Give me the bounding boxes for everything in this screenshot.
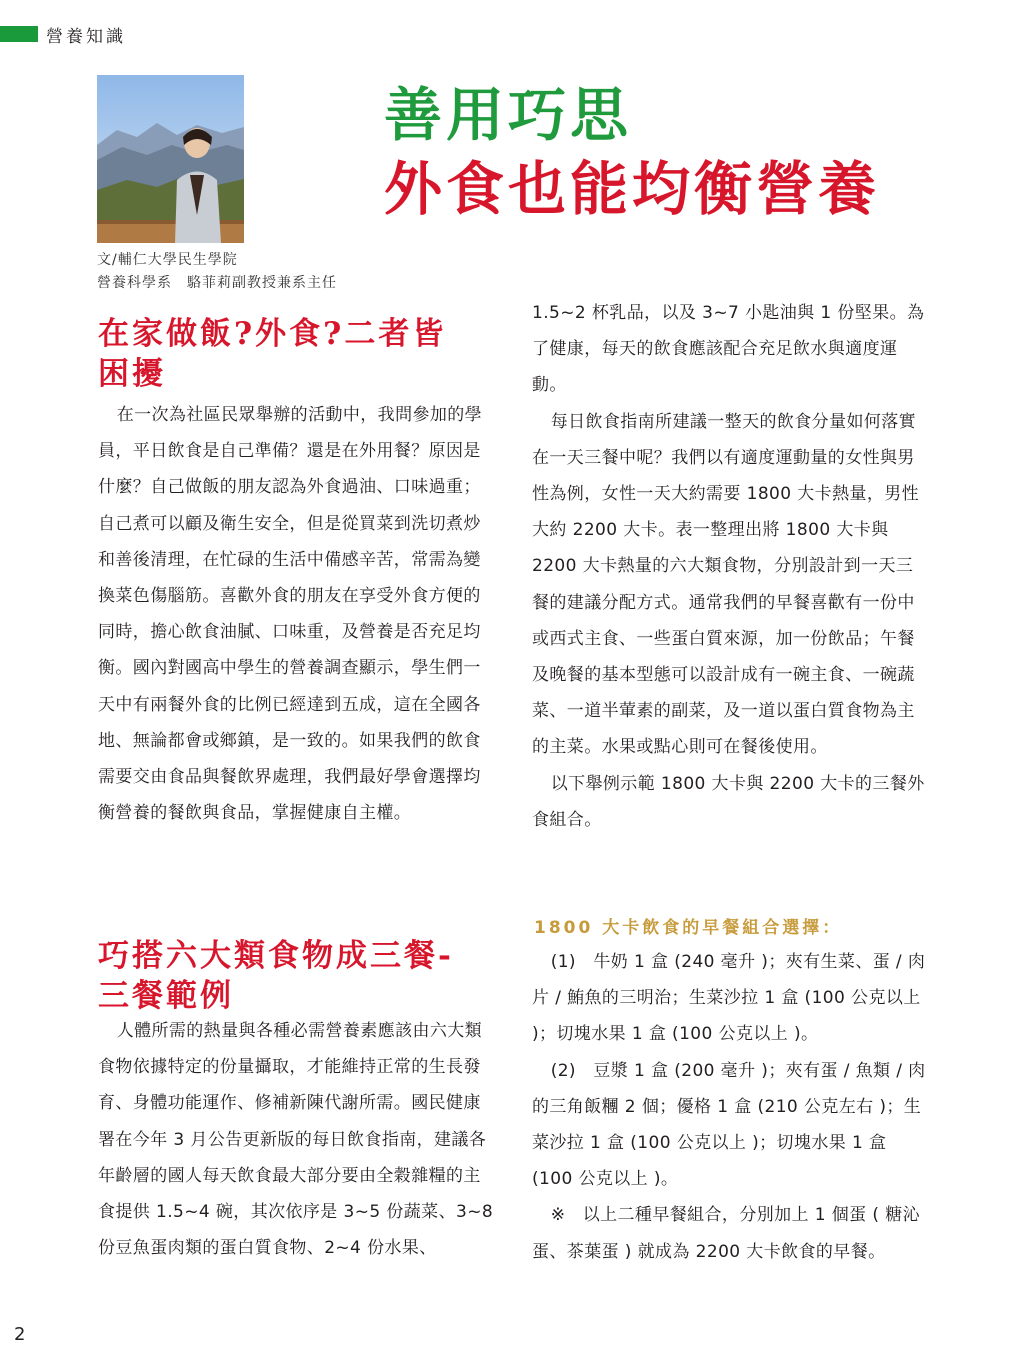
section-heading-1 <box>98 314 498 394</box>
right-column-body <box>532 295 928 838</box>
note: ※ 以上二種早餐組合，分別加上 1 個蛋 ( 糖沁蛋、茶葉蛋 ) 就成為 2200 大卡飲食的早餐。 <box>532 1205 920 1262</box>
header-accent-bar <box>0 26 38 42</box>
option-2: (2) 豆漿 1 盒 (200 毫升 )；夾有蛋 / 魚類 / 肉的三角飯糰 2 個；優格 1 盒 (210 公克左右 )；生菜沙拉 1 盒 (100 公克以上 )；切塊水果 1 盒 (100 公克以上 )。 <box>532 1060 926 1190</box>
paragraph: 1.5~2 杯乳品，以及 3~7 小匙油與 1 份堅果。為了健康，每天的飲食應該配合充足飲水與適度運動。 <box>532 303 925 396</box>
page-number: 2 <box>14 1324 26 1345</box>
paragraph: 以下舉例示範 1800 大卡與 2200 大卡的三餐外食組合。 <box>532 773 925 830</box>
author-photo <box>97 75 244 243</box>
title-line-2: 外食也能均衡營養 <box>384 155 881 223</box>
paragraph: 在一次為社區民眾舉辦的活動中，我問參加的學員，平日飲食是自己準備？還是在外用餐？原因是什麼？自己做飯的朋友認為外食過油、口味過重；自己煮可以顧及衛生安全，但是從買菜到洗切煮炒和善後清理，在忙碌的生活中備感辛苦，常需為變換菜色傷腦筋。喜歡外食的朋友在享受外食方便的同時，擔心飲食油膩、口味重，及營養是否充足均衡。國內對國高中學生的營養調查顯示，學生們一天中有兩餐外食的比例已經達到五成，這在全國各地、無論都會或鄉鎮，是一致的。如果我們的飲食需要交由食品與餐飲界處理，我們最好學會選擇均衡營養的餐飲與食品，掌握健康自主權。 <box>98 405 483 824</box>
heading-line: 巧搭六大類食物成三餐- <box>98 938 454 974</box>
heading-line: 三餐範例 <box>98 978 234 1014</box>
section-1-body <box>98 397 494 831</box>
breakfast-options <box>532 944 928 1270</box>
caption-line: 營養科學系 駱菲莉副教授兼系主任 <box>97 275 337 291</box>
heading-line: 在家做飯?外食?二者皆 <box>98 316 447 352</box>
section-label: 營養知識 <box>46 27 126 47</box>
heading-line: 困擾 <box>98 356 166 392</box>
author-caption <box>97 249 337 295</box>
article-title <box>384 78 880 226</box>
option-1: (1) 牛奶 1 盒 (240 毫升 )；夾有生菜、蛋 / 肉片 / 鮪魚的三明治；生菜沙拉 1 盒 (100 公克以上 )；切塊水果 1 盒 (100 公克以上 )。 <box>532 952 926 1045</box>
paragraph: 每日飲食指南所建議一整天的飲食分量如何落實在一天三餐中呢？我們以有適度運動量的女性與男性為例，女性一天大約需要 1800 大卡熱量，男性大約 2200 大卡。表一整理出將 1800 大卡與 2200 大卡熱量的六大類食物，分別設計到一天三餐的建議分配方式。通常我們的早餐喜歡有一份中或西式主食、一些蛋白質來源，加一份飲品；午餐及晚餐的基本型態可以設計成有一碗主食、一碗蔬菜、一道半葷素的副菜，及一道以蛋白質食物為主的主菜。水果或點心則可在餐後使用。 <box>532 411 920 758</box>
title-line-1: 善用巧思 <box>384 81 633 149</box>
paragraph: 人體所需的熱量與各種必需營養素應該由六大類食物依據特定的份量攝取，才能維持正常的生長發育、身體功能運作、修補新陳代謝所需。國民健康署在今年 3 月公告更新版的每日飲食指南，建議各年齡層的國人每天飲食最大部分要由全穀雜糧的主食提供 1.5~4 碗，其次依序是 3~5 份蔬菜、3~8 份豆魚蛋肉類的蛋白質食物、2~4 份水果、 <box>98 1021 494 1259</box>
caption-line: 文/輔仁大學民生學院 <box>97 252 238 268</box>
section-2-body <box>98 1013 494 1266</box>
breakfast-subheading: 1800 大卡飲食的早餐組合選擇： <box>534 918 843 938</box>
section-heading-2 <box>98 936 498 1016</box>
